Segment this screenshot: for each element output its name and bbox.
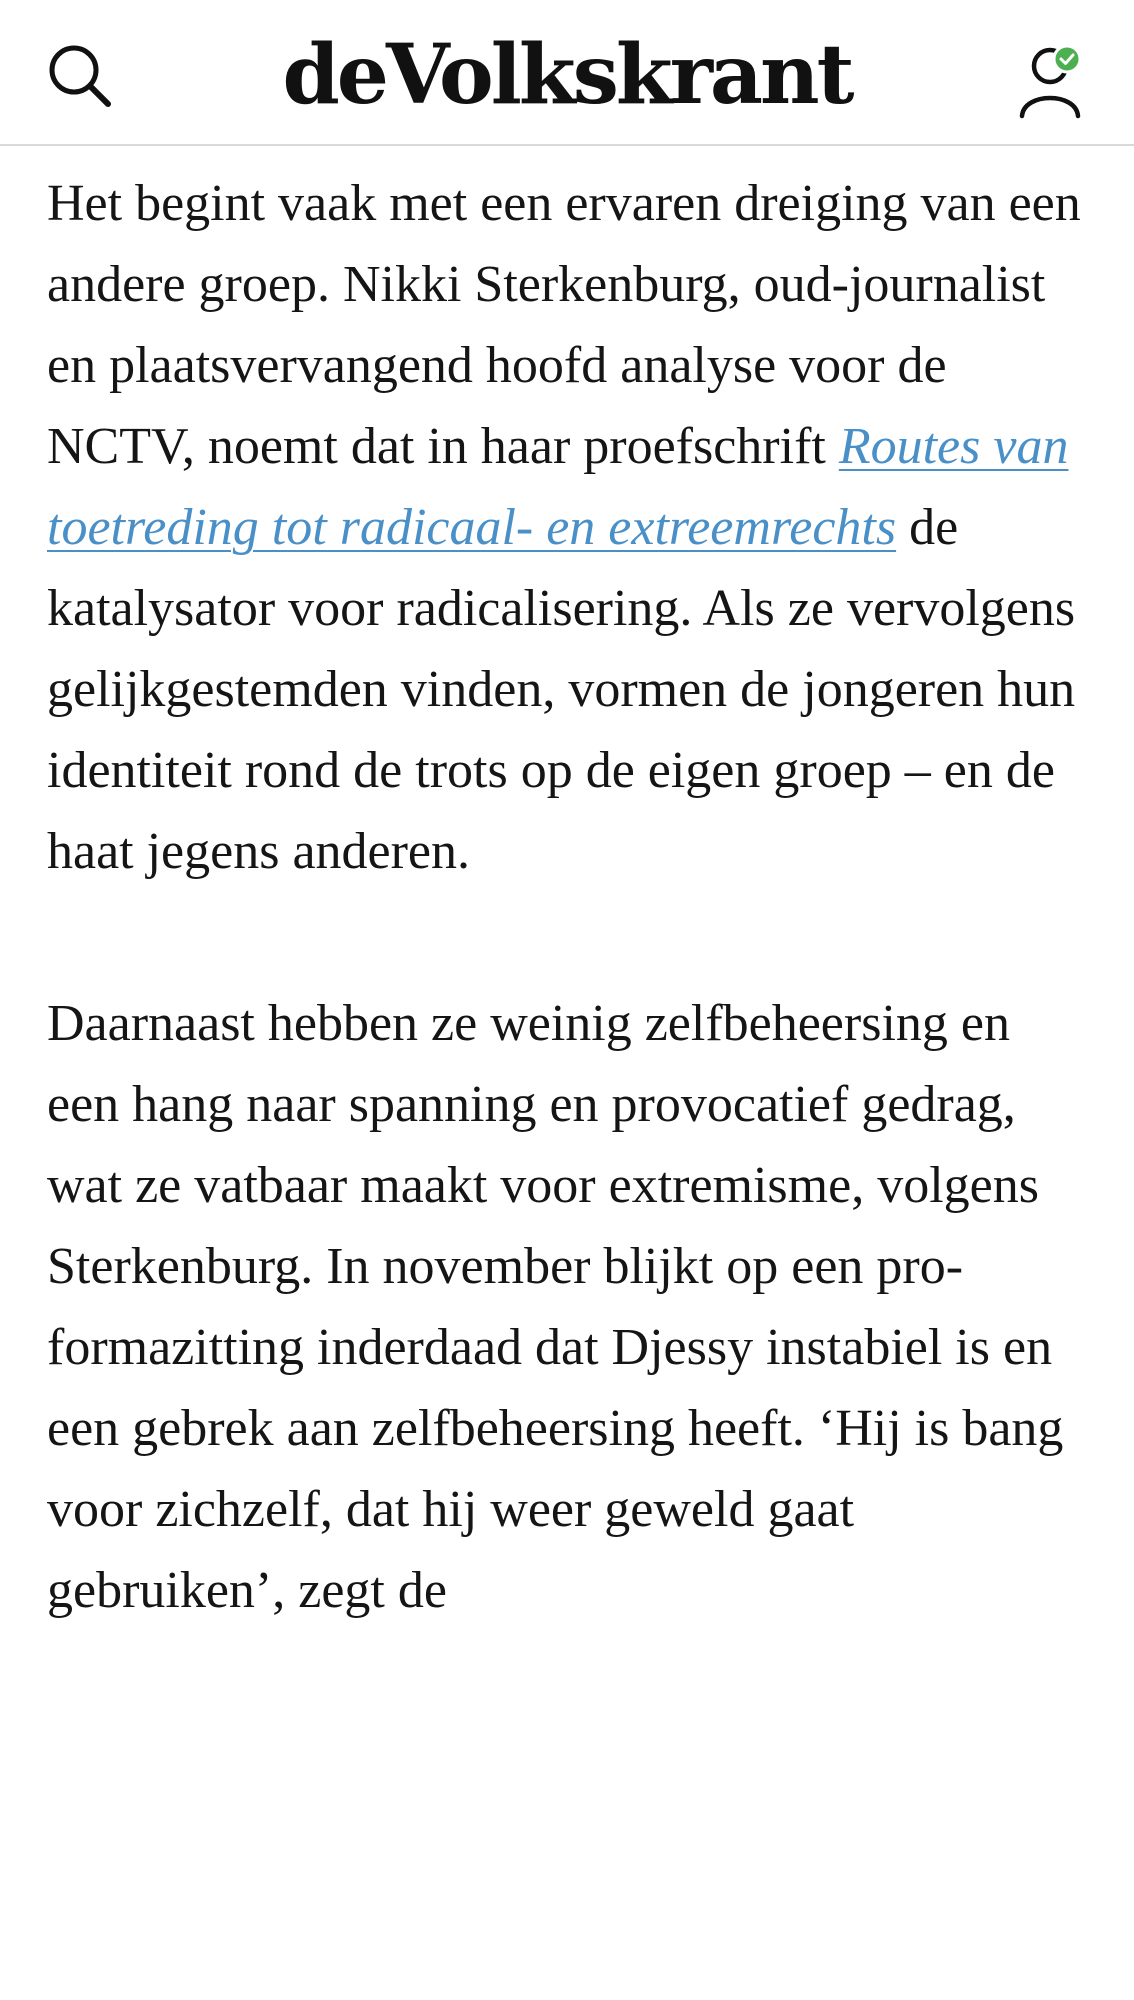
article-paragraph: Daarnaast hebben ze weinig zelfbeheersing en een hang naar spanning en provocatief gedrag, wat ze vatbaar maakt voor extremisme, volgens Sterkenburg. In november blijkt op een pro-formazitting inderdaad dat Djessy instabiel is en een gebrek aan zelfbeheersing heeft. ‘Hij is bang voor zichzelf, dat hij weer geweld gaat gebruiken’, zegt de <box>47 995 1064 1619</box>
article-body <box>47 163 1087 1722</box>
paragraph-text: Het begint vaak met een ervaren dreiging van een andere groep. Nikki Sterkenburg, oud-journalist en plaatsvervangend hoofd analyse voor de NCTV, noemt dat in haar proefschrift <box>47 175 1081 475</box>
top-navigation-bar <box>0 0 1134 146</box>
article-paragraph <box>47 163 1087 892</box>
account-button[interactable] <box>1010 40 1100 120</box>
paragraph-text: de katalysator voor radicalisering. Als ze vervolgens gelijkgestemden vinden, vormen de jongeren hun identiteit rond de trots op de eigen groep – en de haat jegens anderen. <box>47 499 1076 880</box>
check-badge-icon <box>1052 44 1082 74</box>
site-logo[interactable]: deVolkskrant <box>282 27 852 123</box>
dissertation-link[interactable]: Routes van toetreding tot radicaal- en extreemrechts <box>47 418 1069 556</box>
